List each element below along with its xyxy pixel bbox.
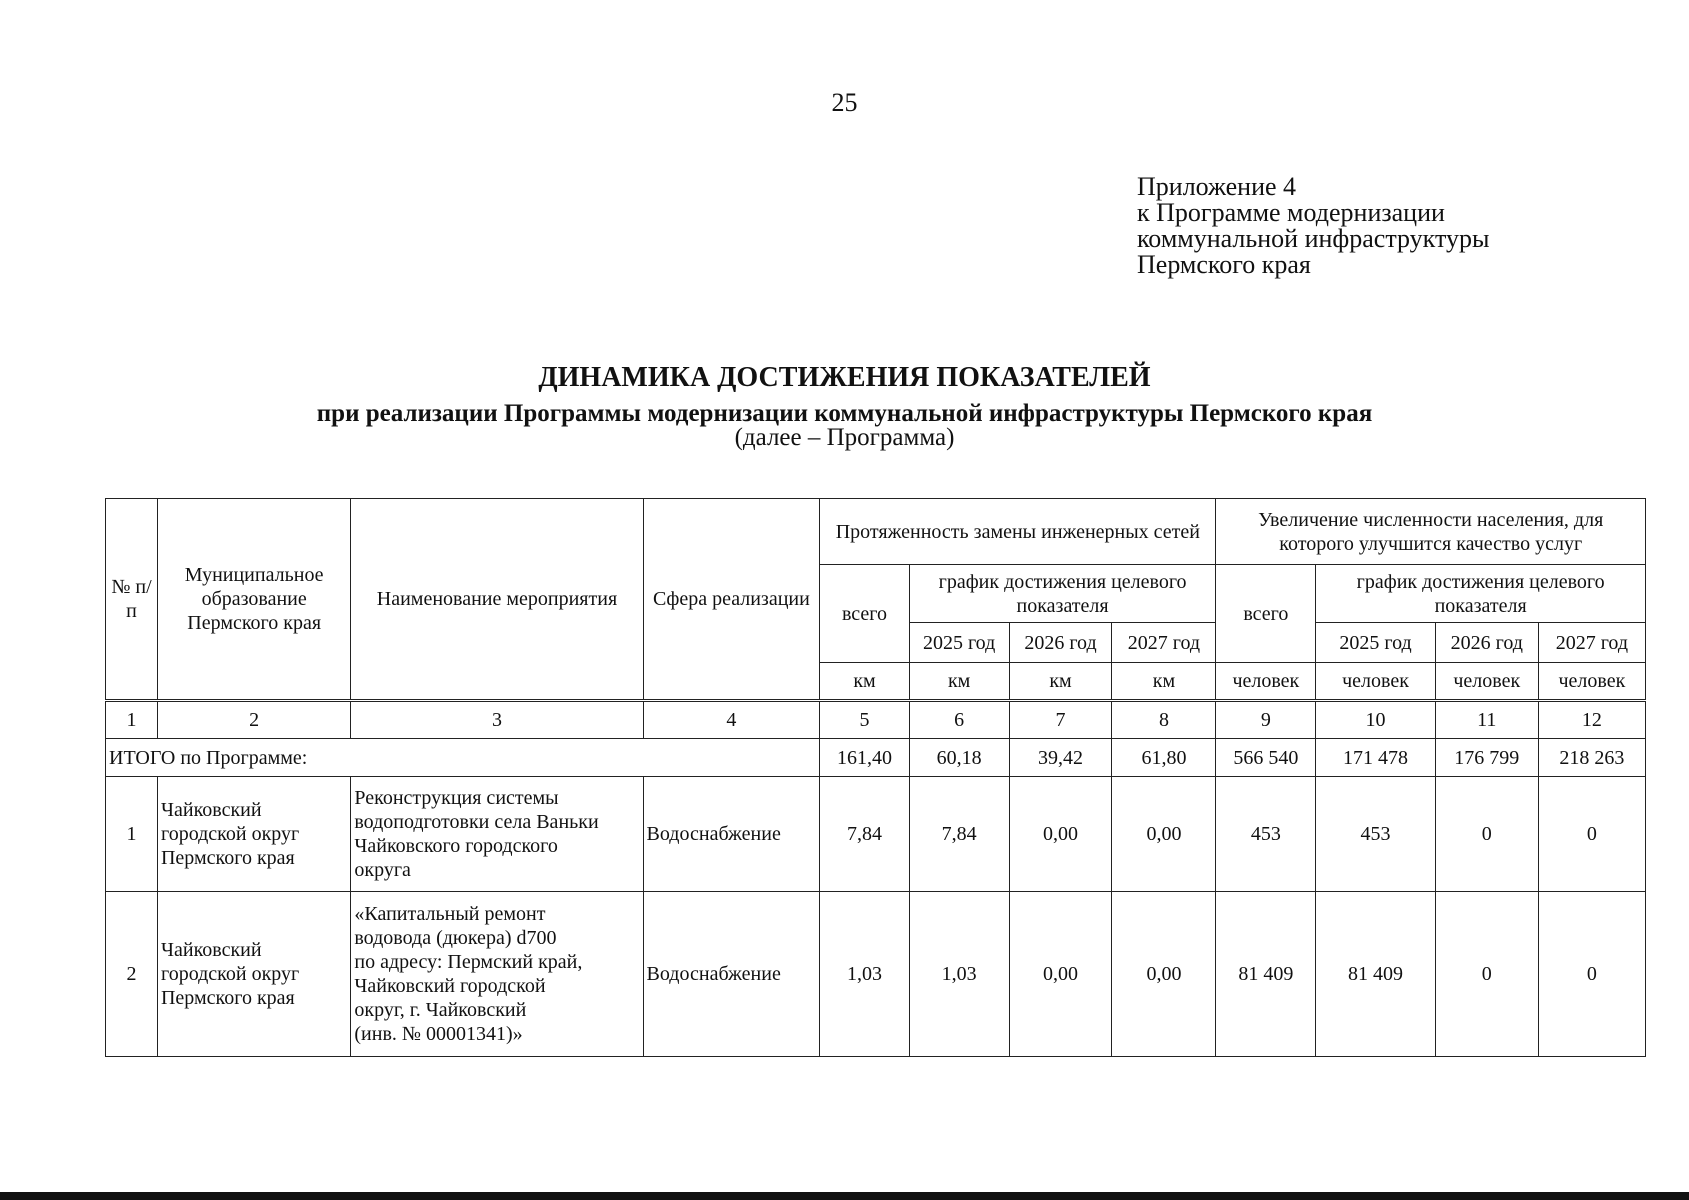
- row-sphere: Водоснабжение: [643, 892, 820, 1057]
- total-value: 171 478: [1316, 739, 1436, 777]
- column-number: 10: [1316, 701, 1436, 739]
- appendix-line: к Программе модернизации: [1137, 198, 1445, 227]
- header-year: 2026 год: [1435, 623, 1538, 663]
- column-number: 1: [106, 701, 158, 739]
- cell-line: Пермского края: [160, 847, 295, 869]
- header-event: Наименование мероприятия: [351, 499, 643, 701]
- row-event: [351, 892, 643, 1057]
- cell-line: водоподготовки села Ваньки: [354, 811, 599, 833]
- row-num: 1: [106, 777, 158, 892]
- header-year: 2025 год: [909, 623, 1009, 663]
- cell-line: городской округ: [160, 963, 300, 985]
- total-value: 161,40: [820, 739, 909, 777]
- unit-cell: км: [1009, 663, 1112, 701]
- total-value: 61,80: [1112, 739, 1216, 777]
- column-number: 2: [157, 701, 350, 739]
- row-event: [351, 777, 643, 892]
- unit-cell: км: [820, 663, 909, 701]
- column-number: 5: [820, 701, 909, 739]
- cell-line: Реконструкция системы: [354, 787, 559, 809]
- header-population-group: Увеличение численности населения, для которого улучшится качество услуг: [1216, 499, 1646, 565]
- table-row: [106, 892, 1646, 1057]
- column-number: 6: [909, 701, 1009, 739]
- column-number: 7: [1009, 701, 1112, 739]
- cell-line: Чайковского городского: [354, 835, 558, 857]
- column-number: 3: [351, 701, 643, 739]
- total-label: ИТОГО по Программе:: [106, 739, 820, 777]
- row-value: 81 409: [1316, 892, 1436, 1057]
- row-value: 7,84: [909, 777, 1009, 892]
- unit-cell: человек: [1538, 663, 1645, 701]
- row-value: 453: [1316, 777, 1436, 892]
- header-year: 2027 год: [1112, 623, 1216, 663]
- row-value: 0,00: [1112, 777, 1216, 892]
- total-value: 218 263: [1538, 739, 1645, 777]
- cell-line: округа: [354, 859, 411, 881]
- appendix-line: коммунальной инфраструктуры: [1137, 224, 1490, 253]
- total-value: 566 540: [1216, 739, 1316, 777]
- row-num: 2: [106, 892, 158, 1057]
- row-value: 81 409: [1216, 892, 1316, 1057]
- header-municipality: Муниципальное образование Пермского края: [157, 499, 350, 701]
- unit-cell: человек: [1216, 663, 1316, 701]
- scan-edge-bar: [0, 1192, 1689, 1200]
- cell-line: (инв. № 00001341)»: [354, 1023, 523, 1045]
- row-value: 0: [1435, 892, 1538, 1057]
- header-length-group: Протяженность замены инженерных сетей: [820, 499, 1216, 565]
- header-year: 2027 год: [1538, 623, 1645, 663]
- cell-line: городской округ: [160, 823, 300, 845]
- header-length-schedule: график достижения целевого показателя: [909, 565, 1216, 623]
- column-number: 4: [643, 701, 820, 739]
- cell-line: Чайковский городской: [354, 975, 546, 997]
- row-municipality: [157, 777, 350, 892]
- header-num: № п/п: [106, 499, 158, 701]
- cell-line: по адресу: Пермский край,: [354, 951, 583, 973]
- appendix-line: Приложение 4: [1137, 172, 1297, 201]
- header-length-total: всего: [820, 565, 909, 663]
- row-value: 453: [1216, 777, 1316, 892]
- unit-cell: км: [909, 663, 1009, 701]
- cell-line: Чайковский: [160, 799, 262, 821]
- header-row: [106, 499, 1646, 565]
- header-population-schedule: график достижения целевого показателя: [1316, 565, 1646, 623]
- unit-cell: человек: [1435, 663, 1538, 701]
- unit-cell: человек: [1316, 663, 1436, 701]
- row-municipality: [157, 892, 350, 1057]
- column-numbers-row: [106, 701, 1646, 739]
- total-value: 176 799: [1435, 739, 1538, 777]
- row-value: 0: [1538, 777, 1645, 892]
- document-subtitle-note: (далее – Программа): [734, 424, 955, 451]
- row-value: 0,00: [1112, 892, 1216, 1057]
- appendix-note: [1137, 174, 1489, 278]
- header-sphere: Сфера реализации: [643, 499, 820, 701]
- document-subtitle: при реализации Программы модернизации коммунальной инфраструктуры Пермского края: [316, 400, 1373, 427]
- cell-line: Чайковский: [160, 939, 262, 961]
- appendix-line: Пермского края: [1137, 250, 1311, 279]
- row-value: 1,03: [909, 892, 1009, 1057]
- row-value: 0,00: [1009, 892, 1112, 1057]
- total-value: 39,42: [1009, 739, 1112, 777]
- indicators-table: [105, 498, 1646, 1057]
- total-row: [106, 739, 1646, 777]
- header-year: 2026 год: [1009, 623, 1112, 663]
- cell-line: Пермского края: [160, 987, 295, 1009]
- total-value: 60,18: [909, 739, 1009, 777]
- page-number: 25: [831, 88, 858, 117]
- header-population-total: всего: [1216, 565, 1316, 663]
- column-number: 12: [1538, 701, 1645, 739]
- column-number: 9: [1216, 701, 1316, 739]
- cell-line: округ, г. Чайковский: [354, 999, 527, 1021]
- row-sphere: Водоснабжение: [643, 777, 820, 892]
- row-value: 1,03: [820, 892, 909, 1057]
- document-title: ДИНАМИКА ДОСТИЖЕНИЯ ПОКАЗАТЕЛЕЙ: [538, 362, 1151, 393]
- unit-cell: км: [1112, 663, 1216, 701]
- column-number: 8: [1112, 701, 1216, 739]
- cell-line: «Капитальный ремонт: [354, 903, 546, 925]
- row-value: 0: [1538, 892, 1645, 1057]
- row-value: 7,84: [820, 777, 909, 892]
- cell-line: водовода (дюкера) d700: [354, 927, 557, 949]
- row-value: 0: [1435, 777, 1538, 892]
- table-row: [106, 777, 1646, 892]
- header-year: 2025 год: [1316, 623, 1436, 663]
- column-number: 11: [1435, 701, 1538, 739]
- row-value: 0,00: [1009, 777, 1112, 892]
